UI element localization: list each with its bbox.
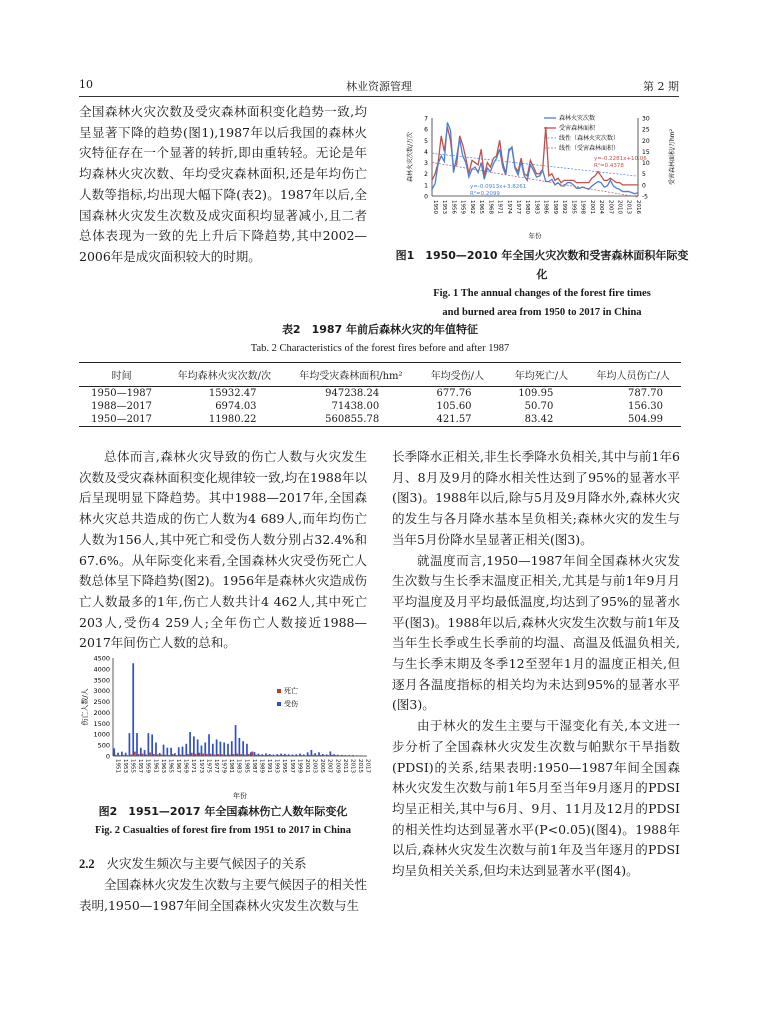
fig1-left-axis-title: 森林火灾次数/万次	[407, 131, 414, 183]
table-cell: 6974.03	[215, 401, 257, 412]
fig2-bar-death	[217, 754, 219, 756]
fig1-right-tick-label: 30	[642, 115, 650, 123]
fig1-x-tick-label: 1962	[468, 200, 475, 214]
fig2-bar-injury	[318, 752, 320, 756]
fig2-bar-injury	[121, 752, 123, 756]
fig1-x-tick-label: 1974	[505, 200, 512, 214]
fig1-x-tick-label: 1995	[570, 200, 577, 214]
table-cell: 109.95	[518, 388, 554, 399]
precip-paragraph: 长季降水正相关,非生长季降水负相关,其中与前1年6月、8月及9月的降水相关性达到了95%的显著水平(图3)。1988年以后,除与5月及9月降水外,森林火灾的发生与各月降水基本呈负相关;森林火灾的发生与当年5月份降水呈显著正相关(图3)。	[392, 449, 680, 547]
fig2-bar-death	[123, 755, 125, 756]
fig2-bar-death	[172, 754, 174, 756]
fig2-bar-injury	[329, 751, 331, 756]
fig2-bar-death	[195, 754, 197, 756]
fig1-equation-times: y=-0.0913x+3.8261	[470, 184, 527, 190]
fig2-bar-injury	[212, 744, 214, 756]
fig2-bar-death	[255, 755, 257, 756]
fig2-bar-injury	[208, 734, 210, 756]
fig2-x-tick-label: 2003	[311, 759, 318, 773]
fig2-x-tick-label: 1983	[235, 759, 242, 773]
fig2-bar-injury	[136, 733, 138, 756]
fig1-x-tick-label: 1998	[579, 200, 586, 214]
fig2-x-tick-label: 1963	[159, 759, 166, 773]
table-cell: 11980.22	[208, 414, 257, 425]
fig2-bar-death	[210, 754, 212, 756]
fig1-x-tick-label: 2004	[598, 200, 605, 214]
intro-paragraph	[79, 102, 367, 268]
temperature-paragraph: 就温度而言,1950—1987年间全国森林火灾发生次数与生长季末温度正相关,尤其是与前1年9月月平均温度及月平均最低温度,均达到了95%的显著水平(图3)。1988年以后,森林火灾发生次数与前1年及当年生长季或生长季前的均温、高温及低温负相关,与生长季末期及冬季12至翌年1月的温度正相关,但逐月各温度指标的相关均为未达到95%的显著水平(图3)。	[392, 552, 680, 713]
fig2-bar-death	[248, 754, 250, 756]
fig2-bar-injury	[125, 753, 127, 756]
fig2-y-tick-label: 0	[105, 752, 110, 761]
fig1-x-tick-label: 1968	[487, 200, 494, 214]
fig1-x-tick-label: 2007	[607, 200, 614, 214]
fig2-bar-death	[115, 755, 117, 756]
fig2-y-tick-label: 4500	[93, 654, 110, 663]
fig2-bar-injury	[185, 744, 187, 756]
fig2-bar-injury	[356, 755, 358, 756]
col-header-fire-times: 年均森林火灾次数/次	[164, 363, 284, 387]
right-column	[392, 447, 680, 882]
fig2-bar-injury	[129, 733, 131, 756]
fig2-bar-death	[161, 754, 163, 756]
table-cell: 156.30	[628, 401, 663, 412]
fig1-left-tick-label: 1	[424, 182, 428, 190]
fig1-right-tick-label: 10	[642, 160, 650, 168]
fig2-bar-injury	[239, 738, 241, 756]
fig2-bar-injury	[178, 747, 180, 756]
table-cell: 1988—2017	[91, 401, 153, 412]
fig2-x-tick-label: 2011	[341, 759, 348, 773]
fig2-bar-death	[259, 755, 261, 756]
fig2-bar-injury	[231, 741, 233, 756]
fig2-bar-death	[119, 755, 121, 756]
fig2-x-tick-label: 2017	[364, 759, 371, 773]
col-header-deaths: 年均死亡/人	[498, 363, 586, 387]
fig2-x-tick-label: 1953	[121, 759, 128, 773]
fig1-x-tick-label: 2013	[625, 200, 632, 214]
fig2-x-tick-label: 1979	[220, 759, 227, 773]
fig2-x-tick-label: 1997	[288, 759, 295, 773]
fig2-bar-death	[305, 755, 307, 756]
fig1-x-tick-label: 1986	[542, 200, 549, 214]
fig2-x-tick-label: 1967	[175, 759, 182, 773]
fig2-x-tick-label: 1957	[137, 759, 144, 773]
table-cell: 71438.00	[331, 401, 380, 412]
fig1-left-tick-label: 0	[424, 193, 428, 201]
fig2-bar-death	[225, 755, 227, 756]
fig2-legend-swatch-death	[277, 689, 281, 693]
fig2-x-tick-label: 2009	[334, 759, 341, 773]
fig2-bar-injury	[189, 732, 191, 756]
fig1-x-tick-label: 1989	[551, 200, 558, 214]
fig2-bar-death	[343, 755, 345, 756]
fig2-bar-death	[274, 755, 276, 756]
fig2-bar-injury	[295, 754, 297, 756]
fig2-bar-injury	[269, 754, 271, 756]
figure-1-chart	[402, 100, 682, 242]
fig2-bar-injury	[299, 754, 301, 756]
fig1-r2-times: R²=0.2099	[470, 191, 500, 197]
fig1-legend-label: 受害森林面积	[559, 125, 596, 132]
fig2-x-tick-label: 2015	[357, 759, 364, 773]
fig2-x-tick-label: 1955	[129, 759, 136, 773]
fig2-bar-death	[134, 752, 136, 756]
fig2-bar-death	[267, 755, 269, 756]
fig2-x-tick-label: 2007	[326, 759, 333, 773]
fig1-x-tick-label: 1965	[478, 200, 485, 214]
fig1-caption-cn: 图1 1950—2010 年全国火灾次数和受害森林面积年际变化	[395, 249, 689, 281]
fig1-x-tick-label: 1950	[432, 200, 438, 214]
fig2-bar-injury	[326, 754, 328, 756]
fig2-bar-injury	[280, 754, 282, 756]
fig1-legend-label: 线性（森林火灾次数）	[559, 135, 620, 142]
table-cell: 1950—1987	[91, 388, 153, 399]
table-2-title	[79, 320, 681, 358]
fig2-x-tick-label: 1989	[258, 759, 265, 773]
section-intro-paragraph	[79, 875, 367, 916]
fig1-right-tick-label: 15	[642, 148, 650, 156]
fig2-bar-injury	[337, 755, 339, 756]
fig1-x-tick-label: 1959	[459, 200, 466, 214]
fig2-bar-death	[157, 754, 159, 756]
fig2-bar-injury	[250, 752, 252, 756]
fig2-legend-label: 死亡	[284, 687, 298, 695]
section-number: 2.2	[79, 857, 95, 871]
fig2-bar-injury	[288, 754, 290, 756]
fig2-bar-injury	[265, 753, 267, 756]
fig2-bar-injury	[182, 747, 184, 756]
col-header-burned-area: 年均受灾森林面积/hm²	[285, 363, 418, 387]
fig2-bar-death	[324, 755, 326, 756]
table-cell: 504.99	[628, 414, 663, 425]
fig2-bar-death	[138, 754, 140, 756]
fig2-bar-injury	[292, 754, 294, 756]
table-cell: 787.70	[628, 388, 663, 399]
table2-title-cn: 表2 1987 年前后森林火灾的年值特征	[281, 323, 479, 336]
fig2-x-tick-label: 1993	[273, 759, 280, 773]
fig2-x-tick-label: 1969	[182, 759, 189, 773]
fig1-x-tick-label: 1983	[533, 200, 540, 214]
fig2-x-axis-title: 年份	[233, 792, 247, 800]
table-cell: 560855.78	[325, 414, 380, 425]
table2-title-en: Tab. 2 Characteristics of the forest fires before and after 1987	[250, 343, 510, 354]
fig1-x-tick-label: 1971	[496, 200, 503, 214]
fig2-bar-death	[252, 751, 254, 756]
fig2-bar-death	[183, 755, 185, 756]
fig2-bar-injury	[257, 754, 259, 756]
fig1-right-axis-title: 受害森林面积/万hm²	[669, 128, 676, 186]
fig1-x-tick-label: 1953	[441, 200, 448, 214]
fig2-y-tick-label: 500	[97, 741, 110, 750]
fig2-bar-death	[149, 753, 151, 756]
fig1-caption-en-2: and burned area from 1950 to 2017 in China	[442, 307, 642, 318]
fig2-bar-death	[282, 755, 284, 756]
table-cell: 50.70	[524, 401, 554, 412]
fig2-bar-injury	[314, 753, 316, 756]
fig2-bar-injury	[333, 754, 335, 756]
fig2-bar-death	[229, 754, 231, 756]
page-number: 10	[79, 78, 93, 91]
fig2-bar-death	[130, 754, 132, 756]
fig2-x-tick-label: 1975	[205, 759, 212, 773]
fig2-bar-injury	[284, 754, 286, 756]
table-2	[79, 362, 681, 427]
table-cell: 421.57	[436, 414, 472, 425]
fig2-y-axis-title: 伤亡人数/人	[81, 688, 89, 726]
fig2-bar-death	[236, 754, 238, 756]
fig2-bar-injury	[360, 755, 362, 756]
fig2-bar-death	[278, 755, 280, 756]
fig1-right-tick-label: 0	[642, 182, 646, 190]
fig2-x-tick-label: 1971	[190, 759, 197, 773]
fig1-x-tick-label: 1980	[524, 200, 531, 214]
fig2-bar-injury	[155, 742, 157, 756]
issue-number: 第 2 期	[643, 80, 679, 93]
fig2-x-tick-label: 1981	[228, 759, 235, 773]
fig2-x-tick-label: 1991	[266, 759, 273, 773]
fig2-bar-injury	[223, 742, 225, 756]
fig1-x-axis-title: 年份	[528, 232, 542, 240]
fig2-bar-injury	[246, 744, 248, 756]
fig2-bar-injury	[345, 755, 347, 756]
table-cell: 15932.47	[208, 388, 257, 399]
fig1-x-tick-label: 1977	[515, 200, 522, 214]
fig1-right-tick-label: 25	[642, 126, 650, 134]
fig2-y-tick-label: 3500	[93, 676, 110, 685]
table-row	[79, 400, 681, 413]
fig1-x-tick-label: 2001	[588, 200, 595, 214]
fig2-bar-injury	[151, 734, 153, 756]
fig2-bar-death	[293, 755, 295, 756]
fig2-x-tick-label: 2005	[319, 759, 326, 773]
fig2-legend-swatch-injury	[277, 702, 281, 706]
table-row	[79, 413, 681, 427]
fig2-y-tick-label: 1000	[93, 730, 110, 739]
pdsi-paragraph: 由于林火的发生主要与干湿变化有关,本文进一步分析了全国森林火灾发生次数与帕默尔干旱指数(PDSI)的关系,结果表明:1950—1987年间全国森林火灾发生次数与前1年5月至当年9月逐月的PDSI均呈正相关,其中与6月、9月、11月及12月的PDSI的相关性均达到显著水平(P<0.05)(图4)。1988年以后,森林火灾发生次数与前1年及当年逐月的PDSI均呈负相关关系,但均未达到显著水平(图4)。	[392, 718, 680, 879]
col-header-injured: 年均受伤/人	[417, 363, 497, 387]
fig1-left-tick-label: 7	[424, 115, 428, 123]
fig2-bar-death	[335, 755, 337, 756]
figure-1-caption	[392, 246, 692, 322]
fig2-bar-death	[301, 755, 303, 756]
fig2-bar-death	[286, 755, 288, 756]
fig2-bar-injury	[235, 725, 237, 756]
fig2-x-tick-label: 1995	[281, 759, 288, 773]
fig1-x-tick-label: 1956	[450, 200, 457, 214]
figure-2-caption	[79, 802, 367, 840]
fig2-bar-death	[164, 755, 166, 756]
fig2-bar-injury	[140, 748, 142, 756]
fig2-x-tick-label: 2001	[303, 759, 310, 773]
casualty-paragraph	[79, 447, 367, 654]
fig2-bar-death	[176, 755, 178, 756]
fig2-bar-injury	[276, 754, 278, 756]
fig2-bar-injury	[348, 755, 350, 756]
fig1-caption-en-1: Fig. 1 The annual changes of the forest fire times	[433, 288, 651, 299]
fig1-right-tick-label: 20	[642, 137, 650, 145]
fig2-x-tick-label: 2013	[349, 759, 356, 773]
fig2-bar-death	[308, 755, 310, 756]
fig2-bar-injury	[261, 754, 263, 756]
fig2-bar-death	[339, 755, 341, 756]
fig2-bar-injury	[242, 741, 244, 756]
fig1-right-tick-label: -5	[642, 193, 648, 201]
table-cell: 1950—2017	[91, 414, 153, 425]
fig2-bar-death	[202, 754, 204, 756]
fig1-left-tick-label: 4	[424, 148, 428, 156]
fig2-bar-death	[191, 753, 193, 756]
table-cell: 83.42	[524, 414, 554, 425]
figure-2-chart	[79, 652, 369, 800]
fig2-bar-injury	[117, 753, 119, 756]
fig2-bar-injury	[273, 754, 275, 756]
fig1-left-tick-label: 2	[424, 171, 428, 179]
fig2-bar-death	[312, 755, 314, 756]
table-cell: 947238.24	[325, 388, 380, 399]
fig2-bar-death	[320, 755, 322, 756]
fig2-bar-injury	[113, 748, 115, 756]
fig1-r2-area: R²=0.4378	[594, 163, 624, 169]
fig2-legend-label: 受伤	[284, 700, 298, 708]
fig2-bar-injury	[311, 750, 313, 756]
fig2-bar-death	[145, 754, 147, 756]
fig2-x-tick-label: 1985	[243, 759, 250, 773]
fig2-bar-death	[271, 755, 273, 756]
fig2-bar-injury	[341, 755, 343, 756]
col-header-casualties: 年均人员伤亡/人	[585, 363, 681, 387]
fig2-bar-death	[214, 754, 216, 756]
fig2-bar-death	[240, 754, 242, 756]
fig2-bar-injury	[197, 739, 199, 756]
fig2-bar-injury	[204, 742, 206, 756]
fig2-bar-death	[142, 754, 144, 756]
fig1-equation-area: y=-0.2281x+10.06	[594, 156, 647, 162]
fig2-x-tick-label: 1973	[197, 759, 204, 773]
fig1-x-tick-label: 2010	[616, 200, 623, 214]
fig2-caption-en: Fig. 2 Casualties of forest fire from 1951 to 2017 in China	[94, 825, 352, 836]
fig2-bar-injury	[220, 742, 222, 756]
fig2-bar-injury	[216, 739, 218, 756]
fig2-bar-death	[187, 754, 189, 756]
fig2-x-tick-label: 1987	[250, 759, 257, 773]
table-row	[79, 387, 681, 401]
fig1-left-tick-label: 6	[424, 126, 428, 134]
fig2-x-tick-label: 1959	[144, 759, 151, 773]
fig2-bar-death	[331, 755, 333, 756]
fig2-bar-death	[126, 755, 128, 756]
fig2-bar-injury	[159, 753, 161, 756]
fig2-x-tick-label: 1961	[152, 759, 159, 773]
fig2-bar-injury	[148, 733, 150, 756]
fig2-bar-injury	[303, 754, 305, 756]
table-header-row	[79, 363, 681, 387]
fig2-bar-death	[233, 754, 235, 756]
fig2-bar-death	[244, 754, 246, 756]
fig2-bar-death	[263, 755, 265, 756]
fig2-y-tick-label: 2000	[93, 708, 110, 717]
fig2-bar-injury	[163, 745, 165, 756]
fig2-bar-death	[206, 754, 208, 756]
col-header-period: 时间	[79, 363, 164, 387]
fig2-x-tick-label: 1965	[167, 759, 174, 773]
fig2-bar-injury	[352, 755, 354, 756]
fig2-bar-death	[289, 755, 291, 756]
fig1-legend-label: 森林火灾次数	[559, 115, 596, 122]
fig2-bar-death	[297, 755, 299, 756]
fig1-left-tick-label: 5	[424, 137, 428, 145]
fig2-x-tick-label: 1977	[212, 759, 219, 773]
section-heading	[79, 854, 307, 872]
fig2-y-tick-label: 4000	[93, 665, 110, 674]
fig2-bar-injury	[307, 752, 309, 756]
fig2-bar-death	[180, 754, 182, 756]
fig2-y-tick-label: 3000	[93, 687, 110, 696]
fig1-right-tick-label: 5	[642, 171, 646, 179]
fig2-bar-injury	[254, 752, 256, 756]
fig2-x-tick-label: 1951	[114, 759, 121, 773]
fig2-bar-injury	[193, 736, 195, 756]
fig2-bar-injury	[170, 748, 172, 756]
fig2-bar-death	[327, 755, 329, 756]
fig2-y-tick-label: 2500	[93, 698, 110, 707]
journal-name: 林业资源管理	[346, 80, 412, 93]
fig2-bar-injury	[201, 746, 203, 756]
fig2-bar-injury	[227, 744, 229, 756]
fig2-bar-injury	[322, 754, 324, 756]
fig2-bar-death	[168, 755, 170, 756]
intro-text: 全国森林火灾次数及受灾森林面积变化趋势一致,均呈显著下降的趋势(图1),1987年以后我国的森林火灾特征存在一个显著的转折,即由重转轻。无论是年均森林火灾次数、年均受灾森林面积,还是年均伤亡人数等指标,均出现大幅下降(表2)。1987年以后,全国森林火灾发生次数及成灾面积均显著减小,且二者总体表现为一致的先上升后下降趋势,其中2002—2006年是成灾面积较大的时期。	[79, 104, 367, 264]
fig1-x-tick-label: 2016	[634, 200, 641, 214]
fig2-bar-injury	[166, 748, 168, 756]
fig2-bar-death	[199, 753, 201, 756]
fig1-left-tick-label: 3	[424, 160, 428, 168]
section-intro-text: 全国森林火灾发生次数与主要气候因子的相关性表明,1950—1987年间全国森林火灾发生次数与生	[79, 877, 367, 913]
fig2-bar-death	[153, 754, 155, 756]
page-header	[79, 76, 679, 97]
fig2-bar-injury	[144, 750, 146, 756]
fig2-bar-injury	[174, 753, 176, 756]
fig2-bar-injury	[132, 663, 134, 756]
fig2-x-tick-label: 1999	[296, 759, 303, 773]
fig1-x-tick-label: 1992	[561, 200, 568, 214]
fig2-bar-death	[221, 754, 223, 756]
section-title: 火灾发生频次与主要气候因子的关系	[106, 856, 307, 871]
table-cell: 105.60	[436, 401, 472, 412]
fig2-caption-cn: 图2 1951—2017 年全国森林伤亡人数年际变化	[98, 805, 348, 818]
fig2-y-tick-label: 1500	[93, 719, 110, 728]
fig1-legend-label: 线性（受害森林面积）	[559, 145, 620, 152]
fig2-bar-death	[316, 755, 318, 756]
casualty-text: 总体而言,森林火灾导致的伤亡人数与火灾发生次数及受灾森林面积变化规律较一致,均在1988年以后呈现明显下降趋势。其中1988—2017年,全国森林火灾总共造成的伤亡人数为4 689人,而年均伤亡人数为156人,其中死亡和受伤人数分别占32.4%和67.6%。从年际变化来看,全国森林火灾受伤死亡人数总体呈下降趋势(图2)。1956年是森林火灾造成伤亡人数最多的1年,伤亡人数共计4 462人,其中死亡203人,受伤4 259人;全年伤亡人数接近1988—2017年间伤亡人数的总和。	[79, 449, 367, 651]
table-cell: 677.76	[436, 388, 472, 399]
